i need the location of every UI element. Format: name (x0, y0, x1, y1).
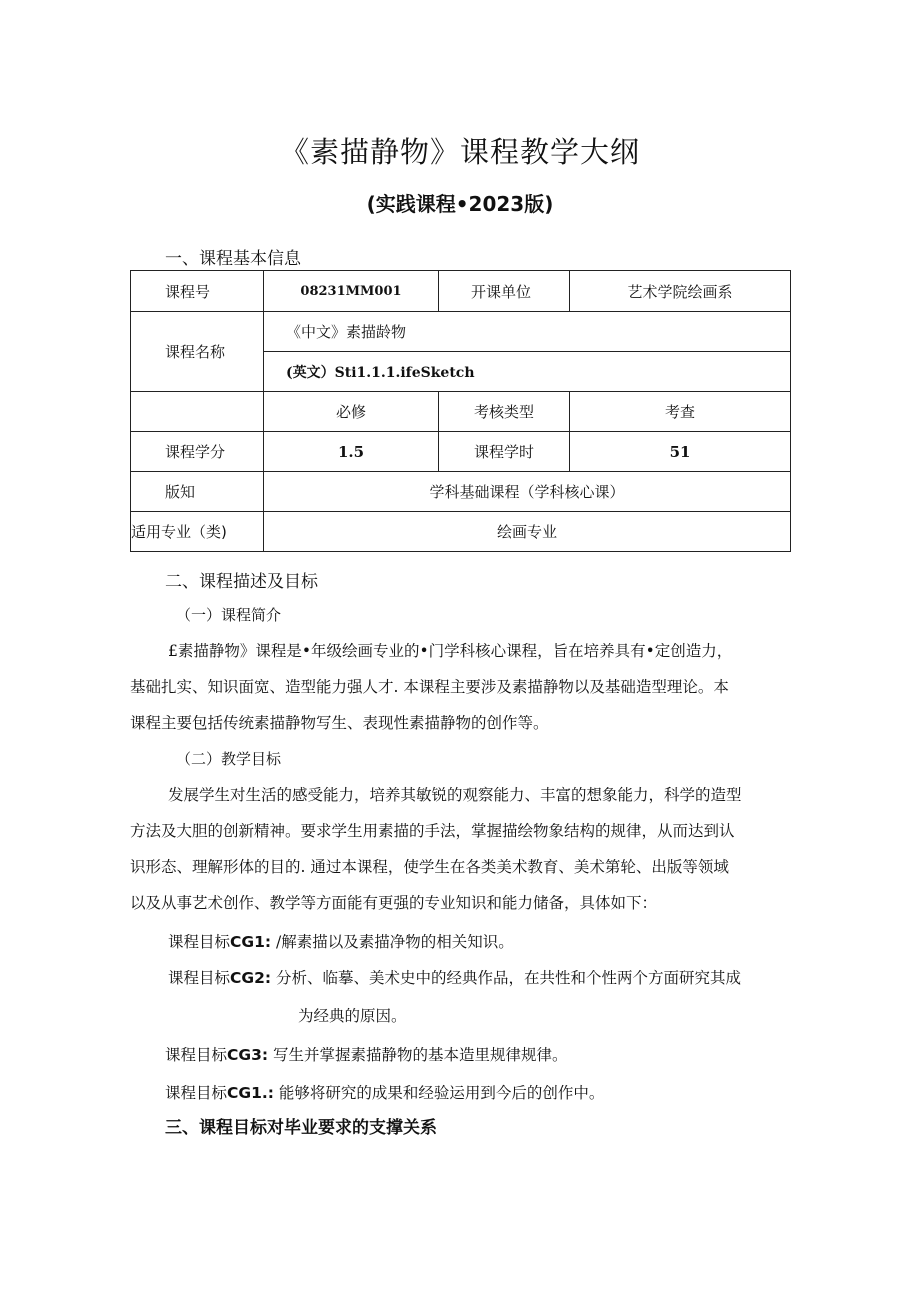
table-row (131, 271, 791, 312)
objective-code: CG1: (230, 933, 272, 951)
objective-cg1 (168, 924, 514, 960)
assessment-type-value: 考查 (570, 392, 791, 432)
objective-text: 能够将研究的成果和经验运用到今后的创作中。 (274, 1084, 605, 1102)
objective-code: CG2: (230, 969, 272, 987)
department-label: 开课单位 (439, 271, 570, 312)
goals-line: 方法及大胆的创新精神。要求学生用素描的手法，掌握描绘物象结构的规律，从而达到认 (130, 822, 735, 840)
credits-value: 1.5 (264, 432, 439, 472)
objective-text: 分析、临摹、美术史中的经典作品，在共性和个性两个方面研究其成 (271, 969, 742, 987)
course-name-en: (英文）Sti1.1.1.ifeSketch (264, 352, 791, 392)
table-row (131, 472, 791, 512)
objective-text: /解素描以及素描净物的相关知识。 (271, 933, 514, 951)
objective-cg2 (168, 960, 741, 996)
table-row (131, 392, 791, 432)
document-title: 《素描静物》课程教学大纲 (279, 135, 640, 169)
intro-line: 基础扎实、知识面宽、造型能力强人才. 本课程主要涉及素描静物以及基础造型理论。本 (130, 678, 729, 696)
objective-cg4 (165, 1075, 604, 1111)
course-name-cn: 《中文》素描龄物 (264, 312, 791, 352)
credits-label: 课程学分 (131, 432, 264, 472)
goals-line: 识形态、理解形体的目的. 通过本课程，使学生在各类美术教育、美术第轮、出版等领域 (130, 858, 729, 876)
objective-prefix: 课程目标 (168, 933, 231, 951)
table-row (131, 432, 791, 472)
category-label: 版知 (131, 472, 264, 512)
objective-cg3 (165, 1037, 568, 1073)
section1-heading: 一、课程基本信息 (165, 249, 301, 269)
major-label: 适用专业（类) (131, 512, 264, 552)
table-row (131, 512, 791, 552)
department-value: 艺术学院绘画系 (570, 271, 791, 312)
sub-heading-intro: （一）课程简介 (176, 606, 282, 624)
course-name-label: 课程名称 (131, 312, 264, 392)
goals-line: 以及从事艺术创作、教学等方面能有更强的专业知识和能力储备，具体如下： (130, 894, 658, 912)
major-value: 绘画专业 (264, 512, 791, 552)
category-value: 学科基础课程（学科核心课） (264, 472, 791, 512)
course-info-table (130, 270, 791, 552)
section2-heading: 二、课程描述及目标 (165, 572, 318, 592)
objective-text: 写生并掌握素描静物的基本造里规律规律。 (268, 1046, 568, 1064)
objective-prefix: 课程目标 (165, 1046, 228, 1064)
hours-label: 课程学时 (439, 432, 570, 472)
assessment-type-label: 考核类型 (439, 392, 570, 432)
objective-prefix: 课程目标 (168, 969, 231, 987)
objective-prefix: 课程目标 (165, 1084, 228, 1102)
sub-heading-goals: （二）教学目标 (176, 750, 282, 768)
goals-line: 发展学生对生活的感受能力，培养其敏锐的观察能力、丰富的想象能力，科学的造型 (168, 786, 742, 804)
document-subtitle: (实践课程•2023版) (366, 192, 554, 216)
objective-cg2-continued: 为经典的原因。 (298, 1007, 407, 1025)
objective-code: CG1.: (227, 1084, 274, 1102)
course-type-value: 必修 (264, 392, 439, 432)
course-number-value: 08231MM001 (264, 271, 439, 312)
table-row (131, 312, 791, 352)
intro-line: 课程主要包括传统素描静物写生、表现性素描静物的创作等。 (130, 714, 549, 732)
course-number-label: 课程号 (131, 271, 264, 312)
course-type-label (131, 392, 264, 432)
hours-value: 51 (570, 432, 791, 472)
intro-line: £素描静物》课程是•年级绘画专业的•门学科核心课程，旨在培养具有•定创造力， (168, 642, 733, 660)
objective-code: CG3: (227, 1046, 269, 1064)
section3-heading: 三、课程目标对毕业要求的支撑关系 (165, 1118, 437, 1138)
